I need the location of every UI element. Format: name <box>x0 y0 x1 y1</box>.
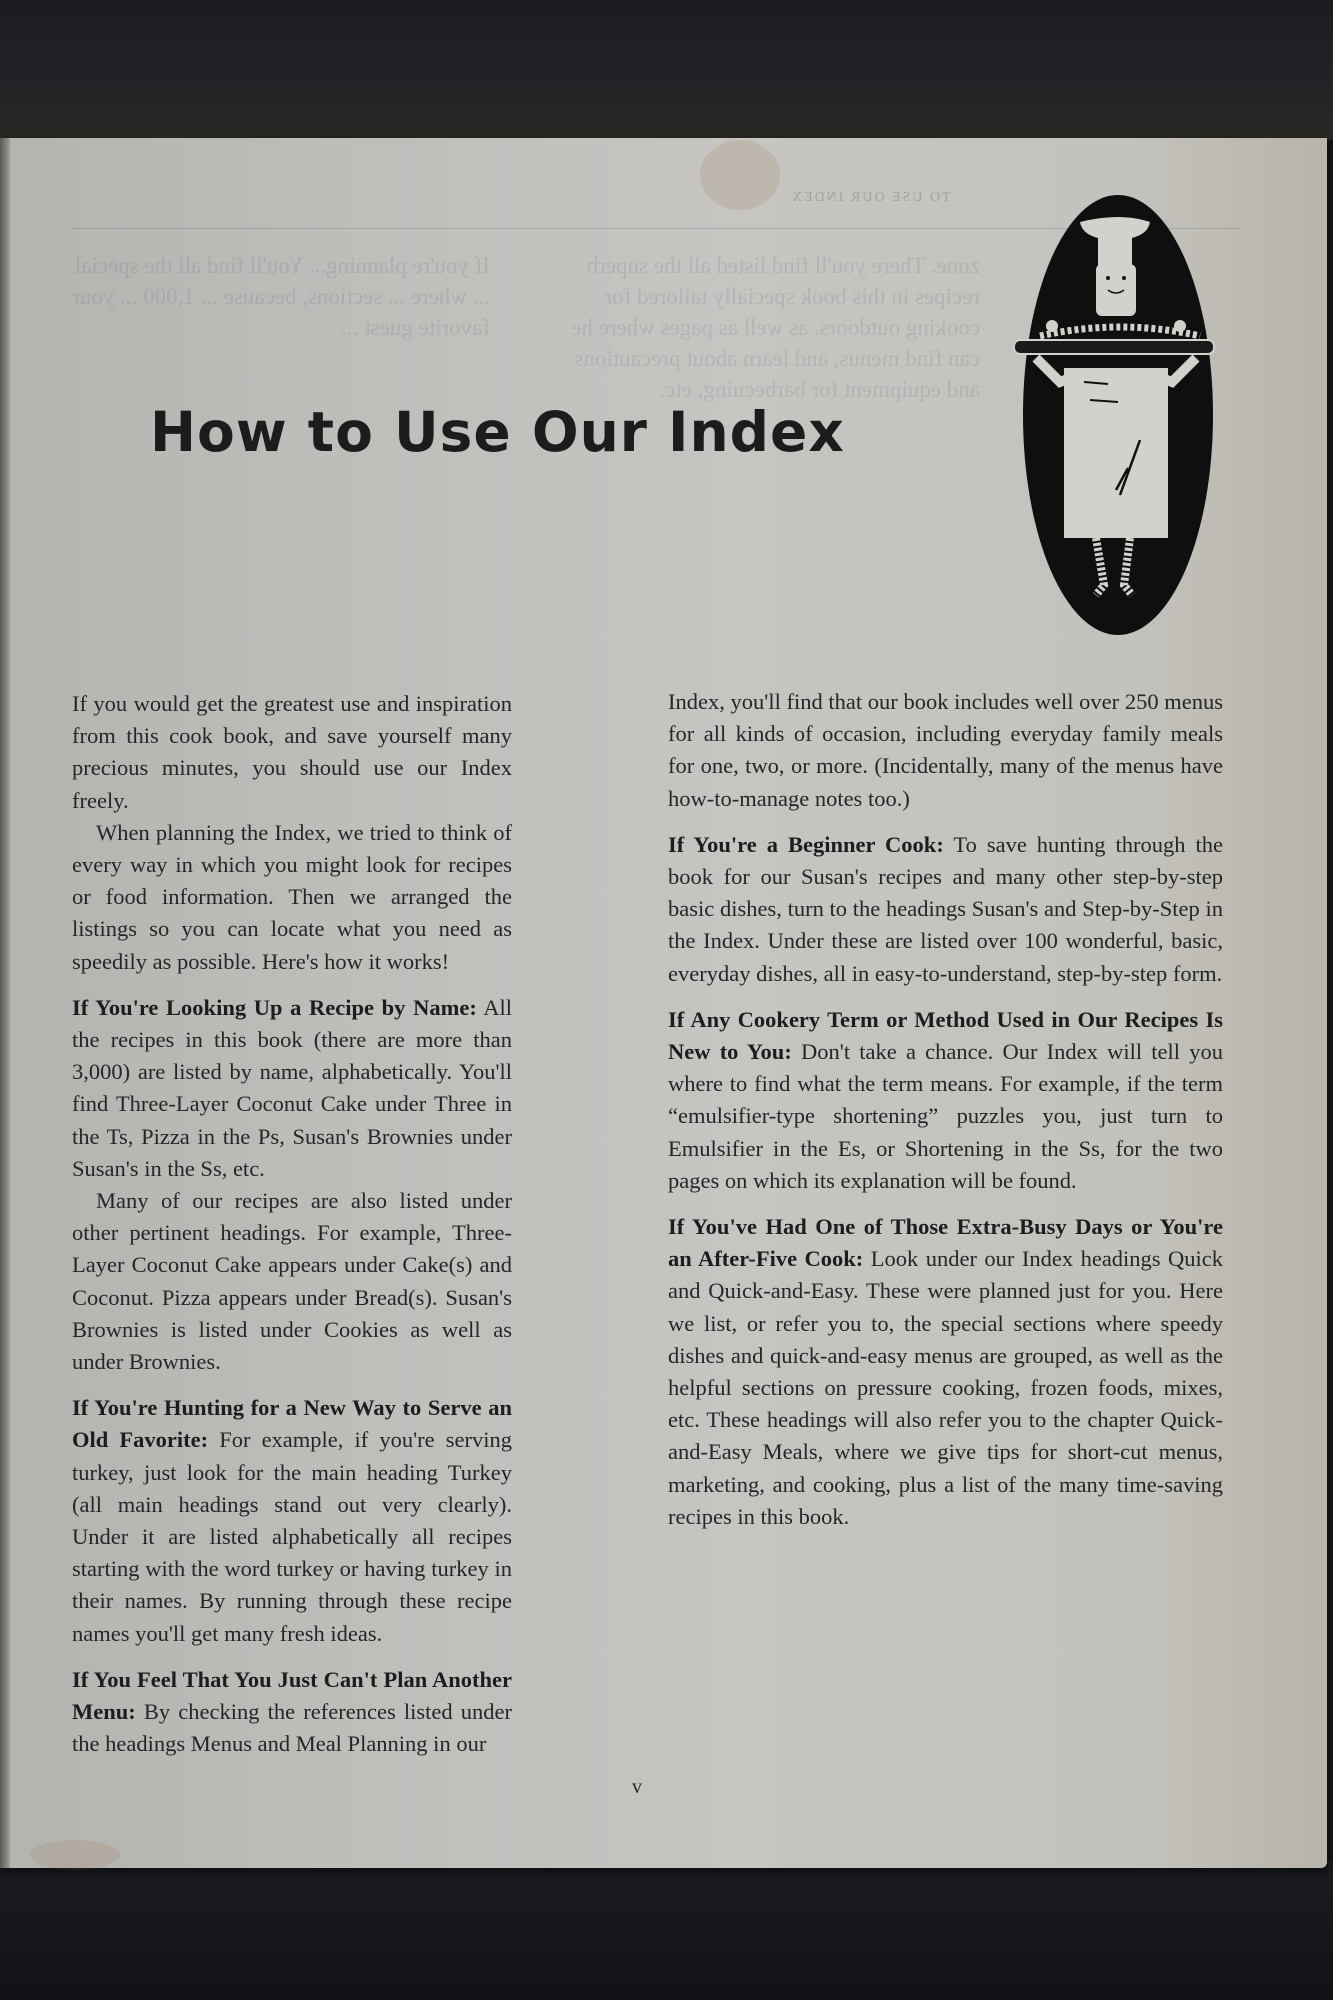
section-cookery-term <box>668 1004 1223 1197</box>
section-heading: If You're Looking Up a Recipe by Name: <box>72 994 477 1020</box>
section-plan-menu <box>72 1664 512 1761</box>
chef-carrying-tray-icon <box>1000 190 1230 640</box>
bleed-through-text-right: If you're planning... You'll find all the special ... where ... sections, because ... 1,000 ... your favorite guest ... <box>72 253 490 340</box>
paper-stain <box>700 140 780 210</box>
page-binding-edge <box>0 138 10 1868</box>
right-column <box>668 686 1223 1547</box>
bleed-through-running-header: TO USE OUR INDEX <box>790 190 951 205</box>
background-surface-top <box>0 0 1333 140</box>
section-heading: If You're a Beginner Cook: <box>668 831 944 857</box>
section-heading: If You Feel That You Just Can't Plan Another Menu: <box>72 1666 512 1725</box>
section-body-2: Many of our recipes are also listed under other pertinent headings. For example, Three-Layer Coconut Cake appears under Cake(s) and Coconut. Pizza appears under Bread(s). Susan's Brownies is listed under Cookies as well as under Brownies. <box>72 1188 512 1375</box>
section-busy-days <box>668 1211 1223 1533</box>
section-body: Look under our Index headings Quick and Quick-and-Easy. These were planned just for you. Here we list, or refer you to, the special sections where speedy dishes and quick-and-easy menus are grouped, as well as the helpful sections on pressure cooking, frozen foods, mixes, etc. These headings will also refer you to the chapter Quick-and-Easy Meals, where we give tips for short-cut menus, marketing, and cooking, plus a list of the many time-saving recipes in this book. <box>668 1246 1224 1529</box>
section-beginner-cook <box>668 829 1223 990</box>
section-heading: If Any Cookery Term or Method Used in Our Recipes Is New to You: <box>668 1006 1223 1065</box>
intro-paragraph-2: When planning the Index, we tried to think of every way in which you might look for recipes or food information. Then we arranged the listings so you can locate what you need as speedily as possible. Here's how it works! <box>72 819 512 974</box>
section-recipe-by-name <box>72 992 512 1185</box>
section-body: All the recipes in this book (there are more than 3,000) are listed by name, alphabetically. You'll find Three-Layer Coconut Cake under Three in the Ts, Pizza in the Ps, Susan's Brownies under Susan's in the Ss, etc. <box>72 994 512 1181</box>
chef-illustration <box>1000 190 1230 640</box>
section-old-favorite <box>72 1392 512 1650</box>
left-column <box>72 688 512 1775</box>
section-body: For example, if you're serving turkey, just look for the main heading Turkey (all main headings stand out very clearly). Under it are listed alphabetically all recipes starting with the word turkey or having turkey in their names. By running through these recipe names you'll get many fresh ideas. <box>72 1427 512 1646</box>
paper-stain <box>30 1840 120 1870</box>
background-surface-bottom <box>0 1860 1333 2000</box>
page-title: How to Use Our Index <box>150 400 845 464</box>
section-plan-menu-continued: Index, you'll find that our book includes well over 250 menus for all kinds of occasion, including everyday family meals for one, two, or more. (Incidentally, many of the menus have how-to-manage notes too.) <box>668 689 1223 811</box>
intro-paragraph: If you would get the greatest use and inspiration from this cook book, and save yourself many precious minutes, you should use our Index freely. <box>72 691 512 813</box>
section-body: By checking the references listed under the headings Menus and Meal Planning in our <box>72 1699 512 1757</box>
bleed-through-text-left: zone. There you'll find listed all the superb recipes in this book specially tailored for cooking outdoors, as well as pages where he can find menus, and learn about precautions and equipment for barbecuing, etc. <box>571 253 980 402</box>
page-number: v <box>632 1776 642 1798</box>
section-heading: If You're Hunting for a New Way to Serve an Old Favorite: <box>72 1395 512 1453</box>
section-body: Don't take a chance. Our Index will tell you where to find what the term means. For example, if the term “emulsifier-type shortening” puzzles you, just turn to Emulsifier in the Es, or Shortening in the Ss, for the two pages on which its explanation will be found. <box>668 1039 1224 1193</box>
section-heading: If You've Had One of Those Extra-Busy Days or You're an After-Five Cook: <box>668 1214 1223 1272</box>
section-body: To save hunting through the book for our Susan's recipes and many other step-by-step basic dishes, turn to the headings Susan's and Step-by-Step in the Index. Under these are listed over 100 wonderful, basic, everyday dishes, all in easy-to-understand, step-by-step form. <box>668 831 1224 986</box>
